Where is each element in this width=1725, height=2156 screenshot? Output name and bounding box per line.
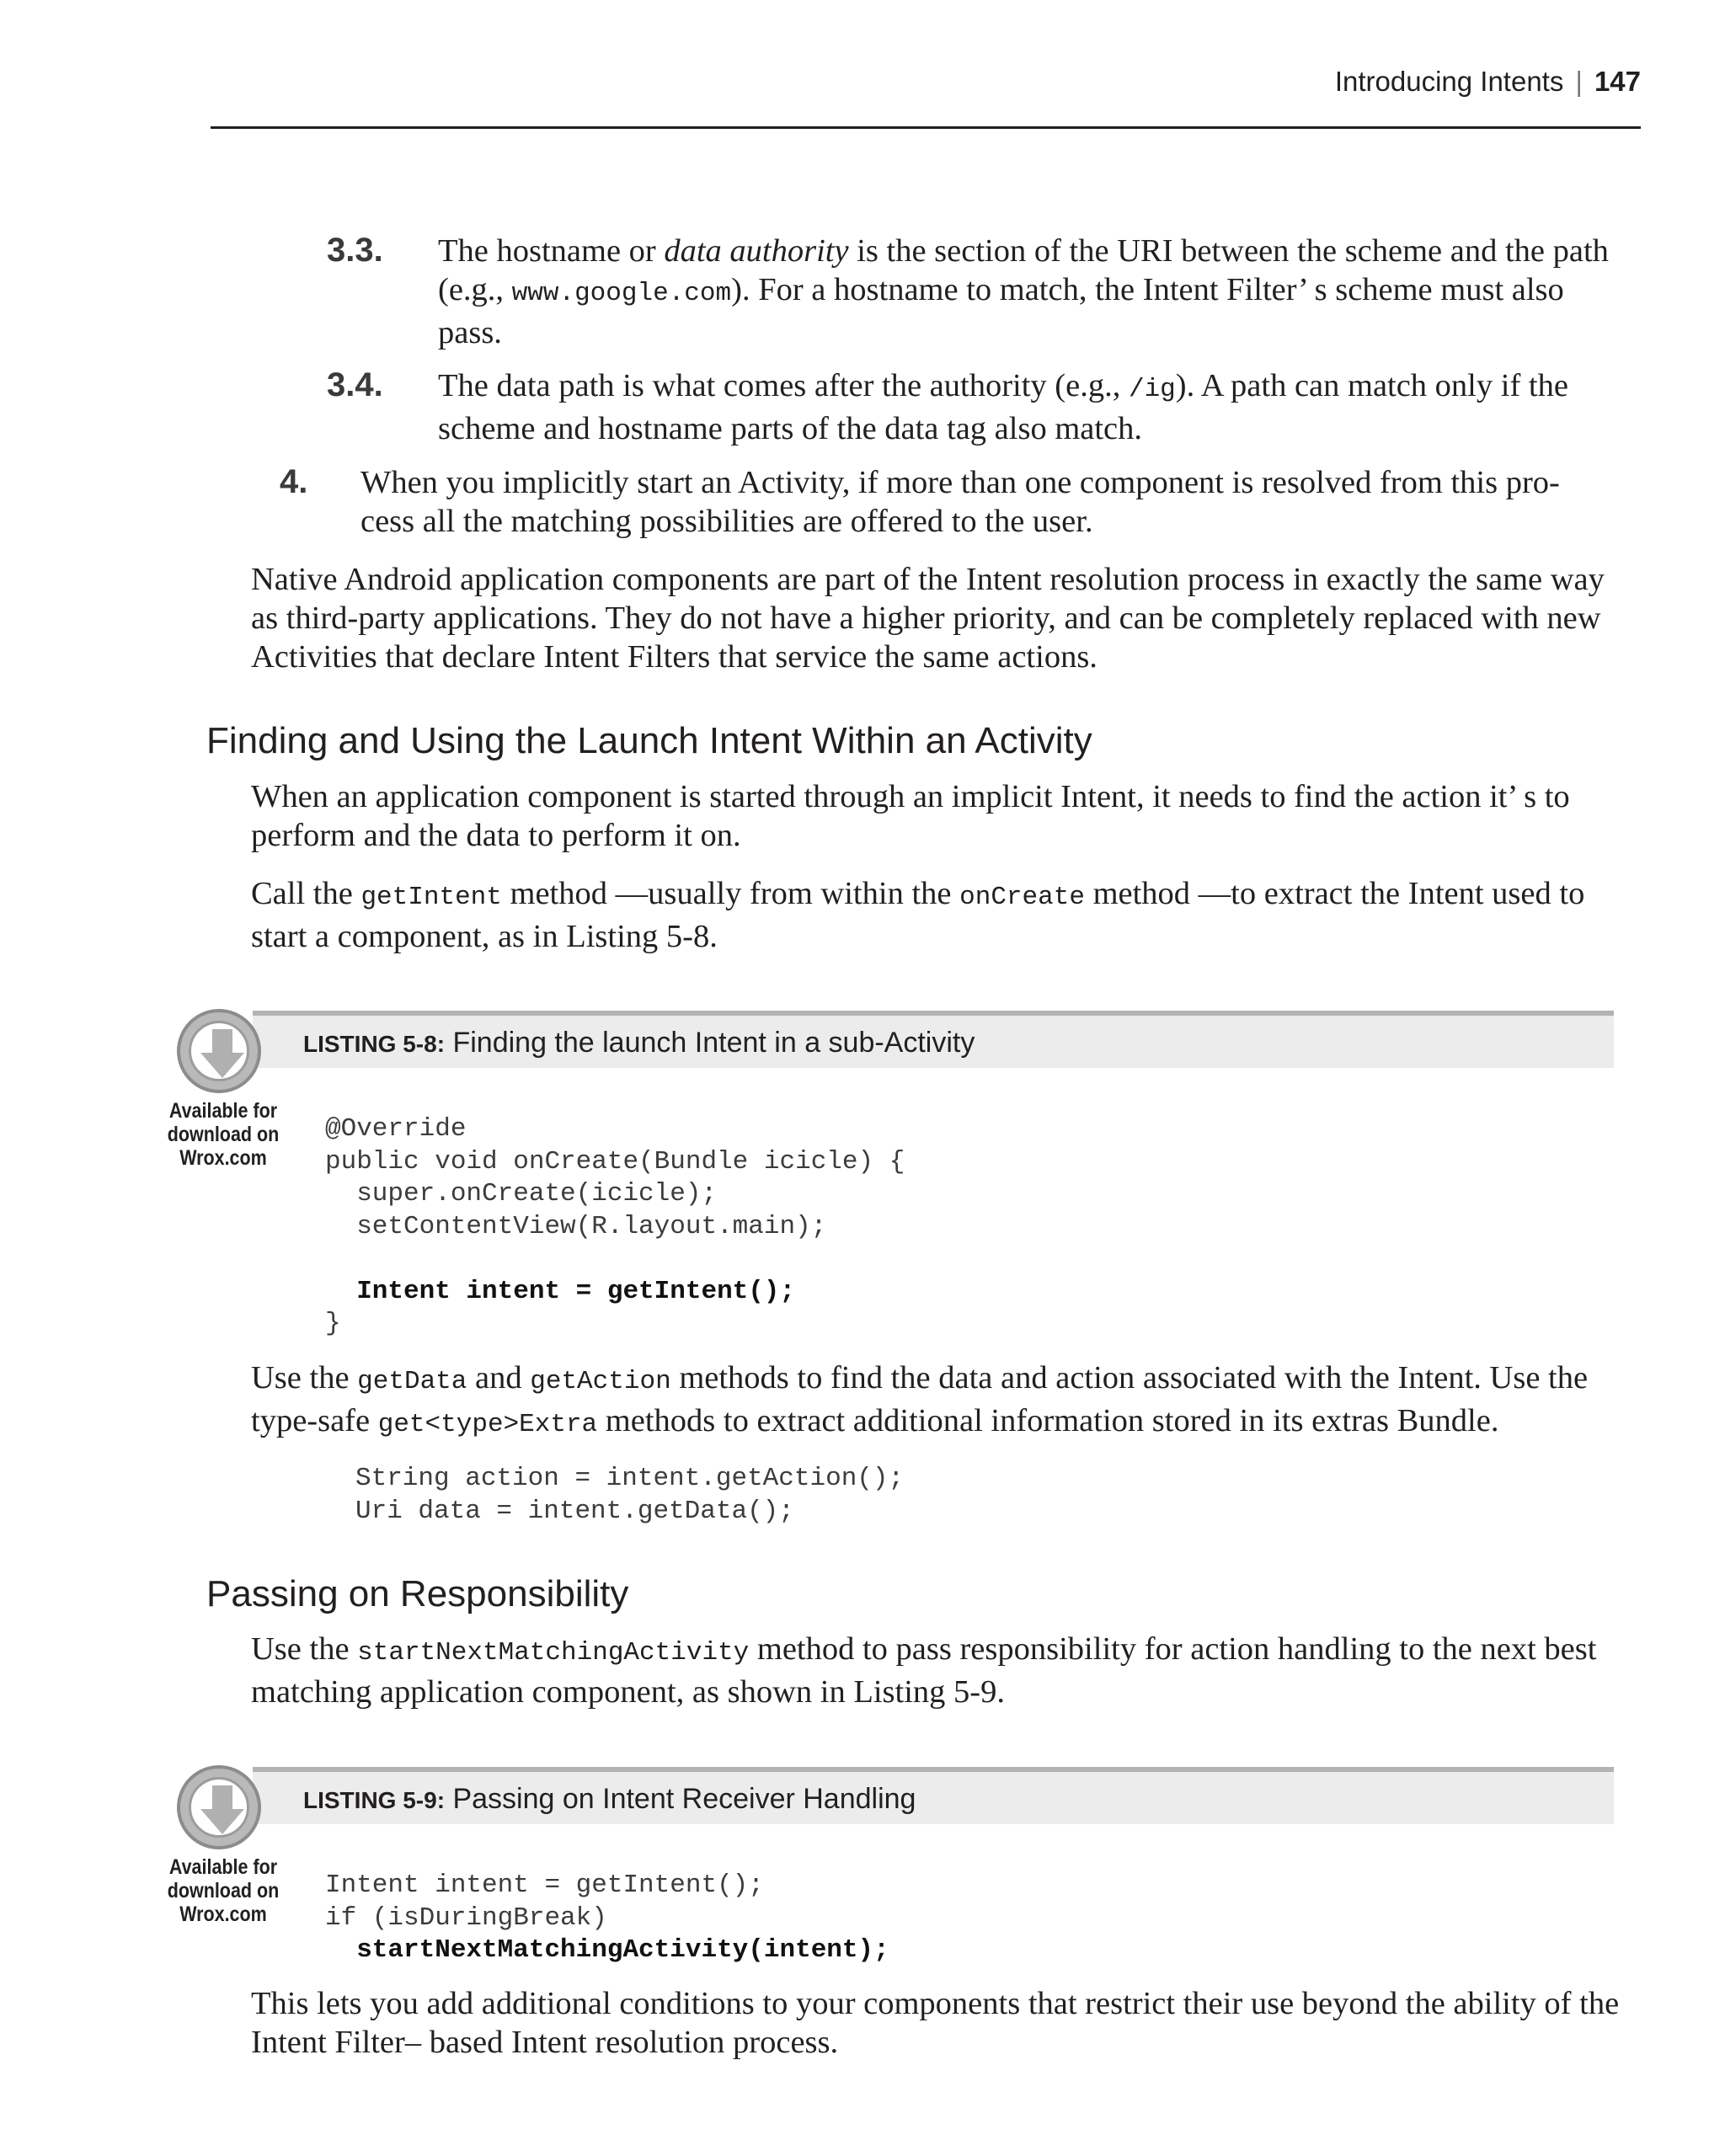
paragraph-native-android: Native Android application components are part of the Intent resolution process in exactly the same way as third-party applications. They do not have a higher priority, and can be completely replaced with new Activities that declare Intent Filters that service the same actions. [251,562,1605,675]
code-line: setContentView(R.layout.main); [325,1211,827,1241]
code-line: public void onCreate(Bundle icicle) { [325,1146,905,1177]
getintent-code-1: getIntent [360,883,502,912]
getintent-text-3: method —to extract the Intent used to start a component, as in Listing 5-8. [251,876,1585,954]
code-line: } [325,1309,341,1338]
code-line: Uri data = intent.getData(); [355,1496,794,1526]
item-3-4-text-1: The data path is what comes after the authority (e.g., [438,368,1129,403]
item-3-3-term: data authority [664,233,849,269]
section-heading-launch-intent: Finding and Using the Launch Intent Within an Activity [206,720,1092,761]
item-3-3-text-1: The hostname or [438,233,665,269]
running-head-title: Introducing Intents [1334,66,1564,97]
available-line-3: Wrox.com [179,1146,267,1170]
item-3-3-number: 3.3. [327,232,383,269]
code-line-highlighted: Intent intent = getIntent(); [325,1276,796,1306]
download-arrow-icon[interactable] [177,1765,261,1849]
code-line: String action = intent.getAction(); [355,1464,905,1493]
paragraph-start-next-matching [251,1630,1632,1711]
getdata-code-1: getData [357,1367,467,1396]
paragraph-final: This lets you add additional conditions to your components that restrict their use beyond the ability of the Intent Filter– based Intent resolution process. [251,1986,1620,2060]
available-line-2: download on [167,1879,280,1903]
item-3-4-number: 3.4. [327,366,383,403]
available-line-2: download on [167,1123,280,1146]
available-for-download-note[interactable] [162,1099,285,1170]
item-3-3-text-3: ). For a hostname to match, the Intent Filter’ s scheme must also pass. [438,272,1564,350]
listing-5-8-label: LISTING 5-8: [303,1031,446,1057]
arrow-down-icon [194,1780,251,1839]
paragraph-implicit-intent: When an application component is started through an implicit Intent, it needs to find the action it’ s to perform and the data to perform it on. [251,779,1570,853]
getdata-text-4: methods to extract additional information stored in its extras Bundle. [597,1403,1499,1438]
item-3-3-text-2: is the section of the URI between the scheme and the path (e.g., [438,233,1609,307]
startnext-text-2: method to pass responsibility for action handling to the next best matching application component, as shown in Listing 5-9. [251,1631,1597,1710]
item-3-4-text [438,366,1617,448]
getdata-text-3: methods to find the data and action associated with the Intent. Use the type-safe [251,1360,1589,1438]
listing-5-9-label: LISTING 5-9: [303,1787,446,1813]
paragraph-getdata [251,1358,1632,1444]
code-line-highlighted: startNextMatchingActivity(intent); [325,1935,889,1965]
available-line-3: Wrox.com [179,1903,267,1926]
available-line-1: Available for [168,1855,278,1879]
item-3-3-code: www.google.com [511,279,732,308]
getdata-text-2: and [467,1360,531,1396]
running-head-separator: | [1575,66,1583,97]
code-line: Intent intent = getIntent(); [325,1870,764,1900]
getdata-text-1: Use the [251,1360,358,1396]
getdata-code-2: getAction [530,1367,671,1396]
item-4-text: When you implicitly start an Activity, if more than one component is resolved from this pro-cess all the matching possibilities are offered to the user. [360,465,1560,539]
getintent-text-2: method —usually from within the [501,876,960,911]
listing-5-8-header [253,1011,1614,1068]
download-arrow-icon[interactable] [177,1009,261,1093]
code-line: @Override [325,1114,467,1144]
page-number: 147 [1594,66,1641,97]
listing-5-8-caption [303,1027,975,1059]
getintent-code-2: onCreate [959,883,1085,912]
code-line: super.onCreate(icicle); [325,1179,718,1209]
code-line [325,1243,905,1276]
arrow-down-icon [194,1024,251,1083]
code-line: if (isDuringBreak) [325,1903,607,1933]
snippet-code [355,1463,904,1528]
listing-5-8-code [325,1113,905,1341]
getintent-text-1: Call the [251,876,361,911]
listing-5-9-title: Passing on Intent Receiver Handling [445,1783,916,1815]
listing-5-8-title: Finding the launch Intent in a sub-Activity [445,1027,975,1059]
startnext-text-1: Use the [251,1631,358,1667]
listing-5-9-caption [303,1783,916,1816]
available-line-1: Available for [168,1099,278,1123]
listing-5-9-code [325,1870,889,1967]
header-rule [211,126,1641,129]
startnext-code-1: startNextMatchingActivity [357,1638,750,1668]
available-for-download-note[interactable] [162,1855,285,1926]
item-3-4-text-2: ). A path can match only if the scheme and hostname parts of the data tag also match. [438,368,1568,446]
listing-5-9-header [253,1767,1614,1824]
getdata-code-3: get<type>Extra [377,1410,598,1439]
section-heading-passing-responsibility: Passing on Responsibility [206,1573,629,1614]
paragraph-getintent [251,874,1616,956]
running-head [1335,66,1641,98]
item-3-3-text [438,232,1617,352]
item-4-number: 4. [280,463,308,500]
item-3-4-code: /ig [1128,375,1176,404]
